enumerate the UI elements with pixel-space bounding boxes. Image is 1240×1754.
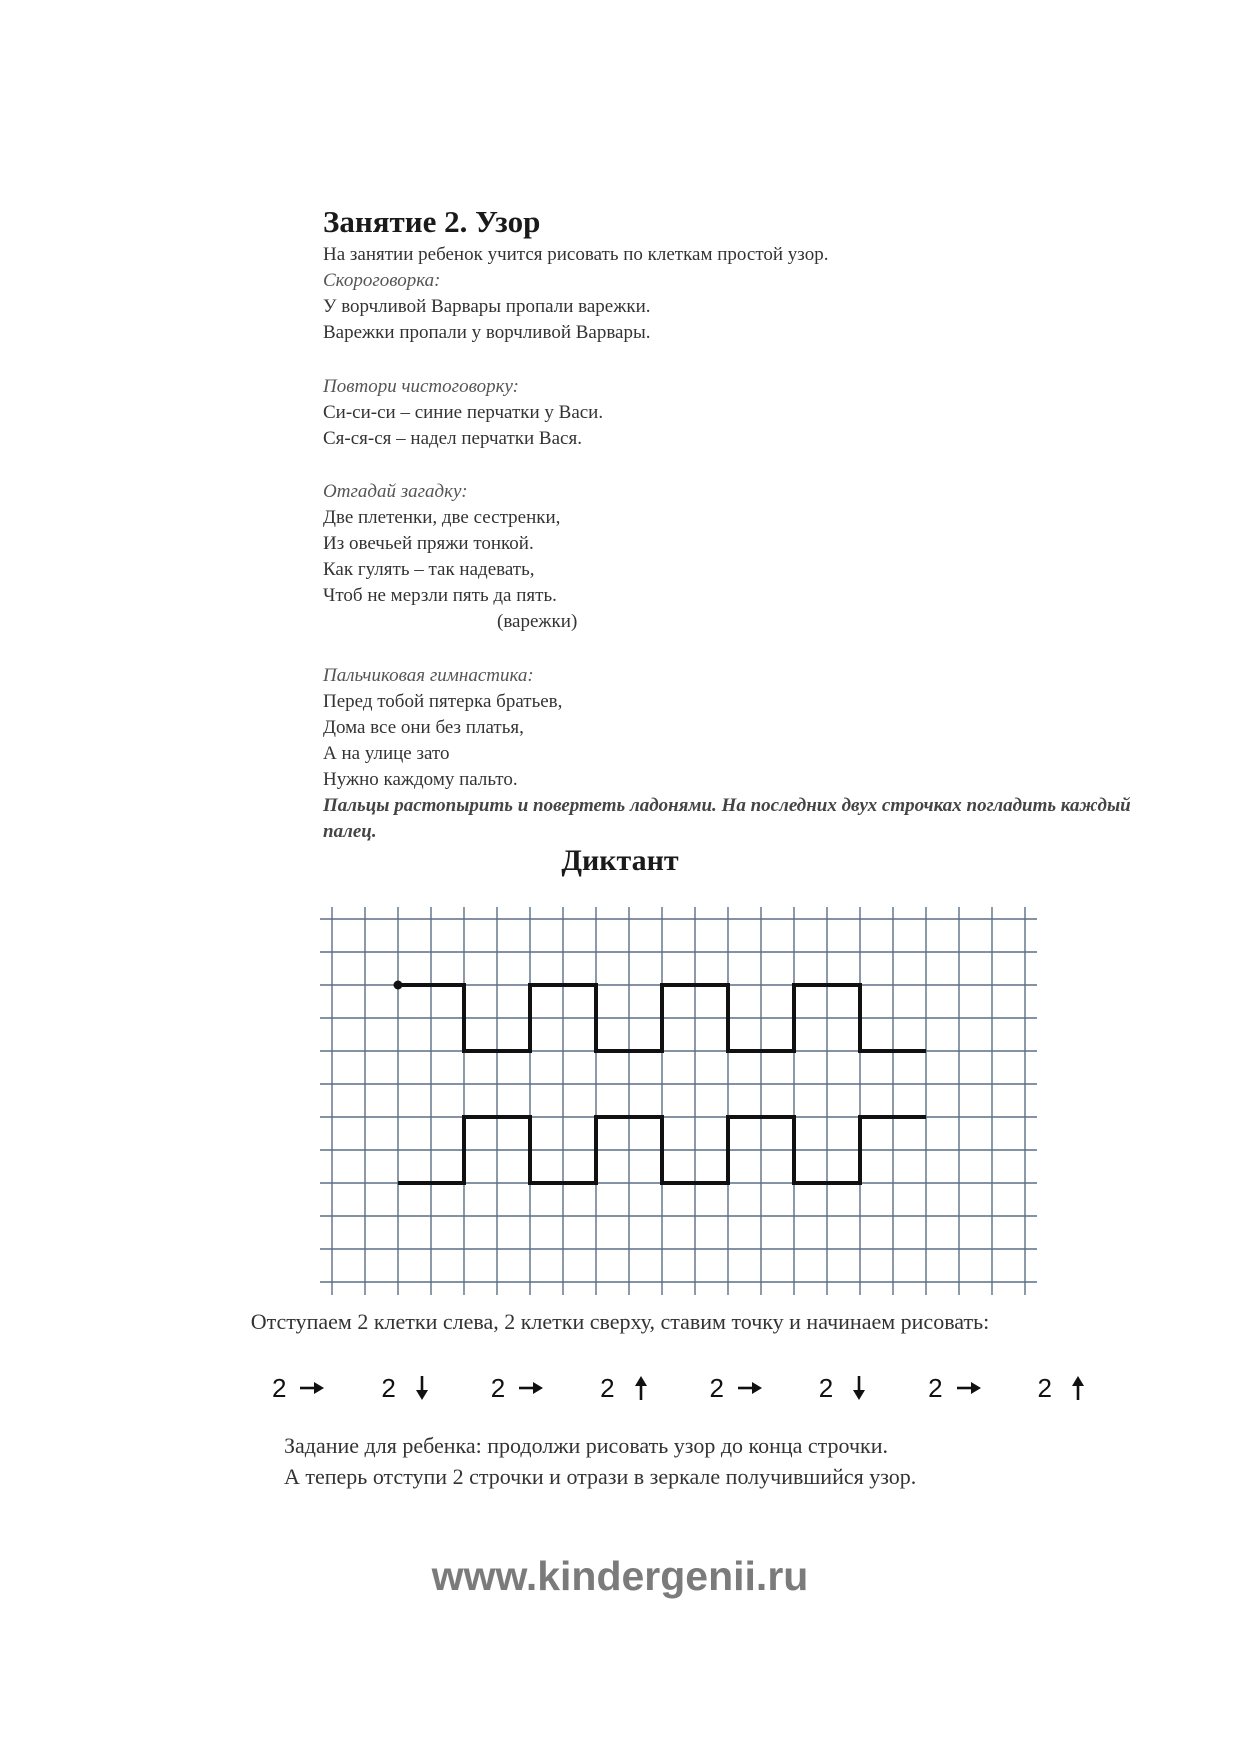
finger-gym-note: Пальцы растопырить и повертеть ладонями. На последних двух строчках погладить каждый палец. — [323, 795, 1131, 842]
arrow-right-icon — [298, 1374, 326, 1402]
tongue-twister-line: У ворчливой Варвары пропали варежки. — [323, 296, 651, 317]
arrow-down-icon — [845, 1374, 873, 1402]
step-item — [600, 1368, 654, 1408]
step-item — [709, 1368, 763, 1408]
riddle-block — [323, 479, 1183, 635]
finger-gym-line: А на улице зато — [323, 743, 450, 764]
step-count: 2 — [1037, 1372, 1052, 1403]
task-line: Задание для ребенка: продолжи рисовать узор до конца строчки. — [284, 1433, 889, 1458]
riddle-line: Две плетенки, две сестренки, — [323, 507, 561, 528]
step-item — [381, 1368, 435, 1408]
arrow-up-icon — [1064, 1374, 1092, 1402]
pure-phrase-line: Си-си-си – синие перчатки у Васи. — [323, 402, 604, 423]
arrow-right-icon — [955, 1374, 983, 1402]
step-count: 2 — [928, 1372, 943, 1403]
finger-gym-line: Нужно каждому пальто. — [323, 769, 518, 790]
step-sequence — [272, 1368, 1092, 1408]
pure-phrase-label: Повтори чистоговорку: — [323, 376, 519, 397]
pure-phrase-block — [323, 374, 1183, 452]
task-line: А теперь отступи 2 строчки и отрази в зеркале получившийся узор. — [284, 1464, 917, 1489]
arrow-right-icon — [736, 1374, 764, 1402]
finger-gym-line: Дома все они без платья, — [323, 717, 524, 738]
step-count: 2 — [490, 1372, 506, 1403]
task-block — [284, 1430, 916, 1492]
start-dot — [394, 981, 403, 990]
riddle-answer: (варежки) — [497, 611, 578, 632]
step-item — [819, 1368, 873, 1408]
intro-block — [323, 242, 1183, 346]
dictation-heading: Диктант — [561, 844, 679, 877]
step-item — [928, 1368, 982, 1408]
finger-gym-line: Перед тобой пятерка братьев, — [323, 691, 563, 712]
step-item — [1038, 1368, 1092, 1408]
arrow-right-icon — [517, 1374, 545, 1402]
step-count: 2 — [381, 1372, 396, 1403]
intro-text: На занятии ребенок учится рисовать по клеткам простой узор. — [323, 244, 829, 265]
arrow-up-icon — [627, 1374, 655, 1402]
step-count: 2 — [600, 1372, 615, 1403]
website-url: www.kindergenii.ru — [431, 1553, 809, 1599]
riddle-line: Как гулять – так надевать, — [323, 559, 535, 580]
dictation-instruction: Отступаем 2 клетки слева, 2 клетки сверху, ставим точку и начинаем рисовать: — [250, 1309, 990, 1334]
riddle-label: Отгадай загадку: — [323, 481, 468, 502]
pure-phrase-line: Ся-ся-ся – надел перчатки Вася. — [323, 428, 582, 449]
arrow-down-icon — [408, 1374, 436, 1402]
step-item — [491, 1368, 545, 1408]
page-title: Занятие 2. Узор — [323, 204, 541, 239]
grid-drawing — [318, 905, 1038, 1295]
riddle-line: Из овечьей пряжи тонкой. — [323, 533, 534, 554]
finger-gym-block — [323, 663, 1183, 845]
riddle-line: Чтоб не мерзли пять да пять. — [323, 585, 557, 606]
tongue-twister-line: Варежки пропали у ворчливой Варвары. — [323, 322, 651, 343]
step-count: 2 — [818, 1372, 834, 1403]
step-count: 2 — [272, 1372, 287, 1403]
step-count: 2 — [709, 1372, 724, 1403]
finger-gym-label: Пальчиковая гимнастика: — [323, 665, 534, 686]
step-item — [272, 1368, 326, 1408]
tongue-twister-label: Скороговорка: — [323, 270, 441, 291]
